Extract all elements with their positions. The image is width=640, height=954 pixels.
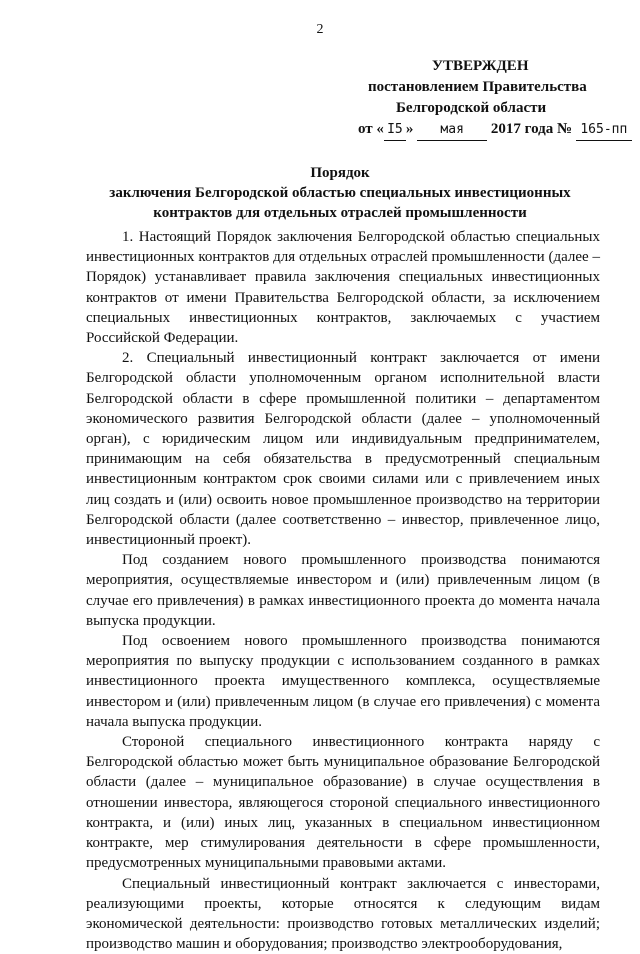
paragraph-6: Специальный инвестиционный контракт заключается с инвесторами, реализующими проекты, которые относятся к следующим видам экономической деятельности: производство готовых металлических изделий; производство машин и оборудования; производство электрооборудования,	[86, 874, 600, 954]
document-body	[86, 227, 600, 954]
approval-date-line	[320, 119, 620, 141]
document-title	[60, 163, 620, 223]
page-number: 2	[0, 22, 640, 38]
paragraph-1: 1. Настоящий Порядок заключения Белгородской областью специальных инвестиционных контрактов для отдельных отраслей промышленности (далее – Порядок) устанавливает правила заключения специальных инвестиционных контрактов от имени Правительства Белгородской области, за исключением специальных инвестиционных контрактов, заключаемых с участием Российской Федерации.	[86, 227, 600, 348]
year-text: 2017 года №	[491, 121, 572, 137]
title-line-2: заключения Белгородской областью специальных инвестиционных	[60, 183, 620, 203]
approval-region: Белгородской области	[320, 98, 620, 119]
title-line-1: Порядок	[60, 163, 620, 183]
handwritten-number: 165-пп	[576, 119, 632, 141]
handwritten-day: I5	[384, 119, 406, 141]
paragraph-5: Стороной специального инвестиционного контракта наряду с Белгородской областью может быть муниципальное образование Белгородской области (далее – муниципальное образование) в случае осуществления в отношении инвестора, являющегося стороной специального инвестиционного контракта, и (или) иных лиц, указанных в специальном инвестиционном контракте, мер стимулирования деятельности в сфере промышленности, предусмотренных муниципальными правовыми актами.	[86, 732, 600, 873]
handwritten-month: мая	[417, 119, 487, 141]
paragraph-4: Под освоением нового промышленного производства понимаются мероприятия по выпуску продукции с использованием созданного в рамках инвестиционного проекта имущественного комплекса, осуществляемые инвестором и (или) привлеченным лицом (в случае его привлечения) с момента начала выпуска продукции.	[86, 631, 600, 732]
date-mid: »	[406, 121, 414, 137]
approval-heading: УТВЕРЖДЕН	[320, 56, 620, 77]
date-prefix: от «	[358, 121, 384, 137]
title-line-3: контрактов для отдельных отраслей промышленности	[60, 203, 620, 223]
paragraph-3: Под созданием нового промышленного производства понимаются мероприятия, осуществляемые инвестором и (или) привлеченным лицом (в случае его привлечения) в рамках инвестиционного проекта до момента начала выпуска продукции.	[86, 550, 600, 631]
paragraph-2: 2. Специальный инвестиционный контракт заключается от имени Белгородской области уполномоченным органом исполнительной власти Белгородской области в сфере промышленной политики – департаментом экономического развития Белгородской области (далее – уполномоченный орган), с юридическим лицом или индивидуальным предпринимателем, принимающим на себя обязательства в предусмотренный специальным инвестиционным контрактом срок своими силами или с привлечением иных лиц создать и (или) освоить новое промышленное производство на территории Белгородской области (далее соответственно – инвестор, привлеченное лицо, инвестиционный проект).	[86, 348, 600, 550]
approval-decree: постановлением Правительства	[320, 77, 620, 98]
approval-stamp	[320, 56, 620, 141]
